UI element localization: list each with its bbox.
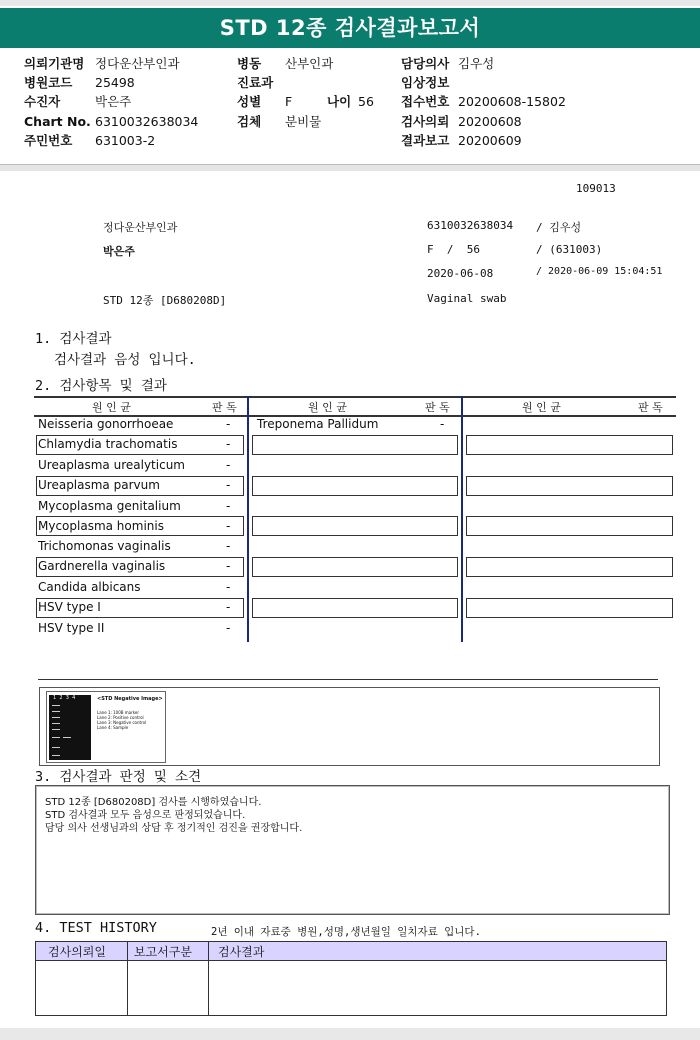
col-organism-1: 원 인 균 — [92, 401, 131, 414]
sheet-patient: 박은주 — [103, 245, 135, 258]
empty-cell — [466, 435, 673, 455]
header-request-date: 검사의뢰 20200608 — [401, 114, 522, 129]
history-col-report-type: 보고서구분 — [134, 945, 192, 959]
empty-cell — [466, 516, 673, 536]
header-sex: 성별 F 나이 56 — [237, 94, 374, 109]
organism-name: HSV type II — [38, 621, 105, 635]
gel-band — [52, 747, 60, 748]
test-history-table — [35, 941, 667, 1016]
report-header — [0, 48, 700, 165]
findings-box — [35, 785, 670, 915]
gel-caption-title: <STD Negative Image> — [97, 696, 163, 702]
history-col-result: 검사결과 — [218, 945, 265, 959]
header-report-date: 결과보고 20200609 — [401, 133, 522, 148]
gel-image — [46, 691, 166, 763]
section2-title: 2. 검사항목 및 결과 — [35, 378, 167, 394]
organism-result: - — [226, 580, 231, 594]
organism-result: - — [226, 559, 231, 573]
organism-result: - — [226, 600, 231, 614]
finding-line: STD 12종 [D680208D] 검사를 시행하였습니다. — [45, 797, 262, 808]
organism-name: Trichomonas vaginalis — [38, 539, 171, 553]
sheet-birth: / (631003) — [536, 243, 603, 256]
sheet-number: 109013 — [576, 182, 616, 195]
empty-cell — [252, 557, 458, 577]
organism-name: Chlamydia trachomatis — [38, 437, 178, 451]
empty-cell — [252, 598, 458, 618]
header-age-label: 나이 — [327, 94, 352, 109]
header-specimen: 검체 분비물 — [237, 114, 322, 129]
col-verdict-1: 판 독 — [212, 401, 237, 414]
gel-band — [52, 729, 60, 730]
organism-name: Mycoplasma genitalium — [38, 499, 181, 513]
bottom-strip — [0, 1028, 700, 1040]
gel-lane-numbers: 1 2 3 4 — [53, 695, 76, 701]
sheet-received: 2020-06-08 — [427, 267, 494, 280]
gel-band — [52, 717, 60, 718]
gel-caption-line: Lane 4: Sample — [97, 725, 129, 730]
sheet-sex-age: F / 56 — [427, 243, 480, 256]
organism-name: Gardnerella vaginalis — [38, 559, 166, 573]
col-verdict-3: 판 독 — [638, 401, 663, 414]
section4-title: 4. TEST HISTORY — [35, 920, 157, 936]
header-receipt-no: 접수번호 20200608-15802 — [401, 94, 566, 109]
header-hospital-code: 병원코드 25498 — [24, 75, 135, 90]
sheet-specimen: Vaginal swab — [427, 292, 507, 305]
organism-result: - — [440, 417, 445, 431]
empty-cell — [252, 435, 458, 455]
results-table-header — [34, 396, 676, 417]
section3-title: 3. 검사결과 판정 및 소견 — [35, 769, 202, 785]
organism-name: HSV type I — [38, 600, 101, 614]
organism-name: Ureaplasma parvum — [38, 478, 160, 492]
header-resident-no: 주민번호 631003-2 — [24, 133, 156, 148]
organism-result: - — [226, 621, 231, 635]
col-verdict-2: 판 독 — [425, 401, 450, 414]
header-hospital: 의뢰기관명 정다운산부인과 — [24, 56, 180, 71]
organism-result: - — [226, 417, 231, 431]
organism-result: - — [226, 458, 231, 472]
header-ward: 병동 산부인과 — [237, 56, 334, 71]
gel-image-panel — [39, 687, 660, 766]
empty-cell — [252, 476, 458, 496]
gel-caption-line: Lane 2: Positive control — [97, 715, 144, 720]
column-separator-1 — [247, 396, 249, 642]
col-organism-2: 원 인 균 — [308, 401, 347, 414]
header-doctor: 담당의사 김우성 — [401, 56, 495, 71]
header-department: 진료과 — [237, 75, 274, 90]
empty-cell — [252, 516, 458, 536]
gel-lanes — [49, 695, 91, 760]
history-col-request-date: 검사의뢰일 — [48, 945, 106, 959]
sheet-test-code: STD 12종 [D680208D] — [103, 294, 227, 307]
empty-cell — [466, 476, 673, 496]
gel-band — [52, 723, 60, 724]
history-col-separator — [208, 942, 209, 1015]
gel-caption-line: Lane 3: Negative control — [97, 720, 147, 725]
top-strip — [0, 0, 700, 6]
finding-line: STD 검사결과 모두 음성으로 판정되었습니다. — [45, 810, 246, 821]
organism-name: Candida albicans — [38, 580, 141, 594]
organism-result: - — [226, 437, 231, 451]
gel-band — [52, 737, 60, 738]
sheet-doctor: / 김우성 — [536, 221, 582, 234]
col-organism-3: 원 인 균 — [522, 401, 561, 414]
organism-name: Treponema Pallidum — [257, 417, 379, 431]
header-clinical-info: 임상정보 — [401, 75, 450, 90]
history-note: 2년 이내 자료중 병원,성명,생년월일 일치자료 입니다. — [211, 926, 481, 938]
sheet-chart-no: 6310032638034 — [427, 219, 514, 232]
organism-name: Neisseria gonorrhoeae — [38, 417, 174, 431]
sheet-hospital: 정다운산부인과 — [103, 221, 178, 234]
gel-caption-line: Lane 1: 100B marker — [97, 710, 140, 715]
section1-title: 1. 검사결과 — [35, 331, 112, 347]
gel-band — [52, 755, 60, 756]
empty-cell — [466, 598, 673, 618]
organism-result: - — [226, 539, 231, 553]
finding-line: 담당 의사 선생님과의 상담 후 정기적인 검진을 권장합니다. — [45, 823, 303, 834]
organism-name: Mycoplasma hominis — [38, 519, 164, 533]
divider-line — [38, 679, 658, 680]
section-divider — [0, 165, 700, 171]
history-table-header — [36, 942, 666, 961]
gel-band — [52, 705, 60, 706]
report-title: STD 12종 검사결과보고서 — [0, 8, 700, 48]
header-age-value: 56 — [358, 94, 374, 109]
header-patient: 수진자 박은주 — [24, 94, 132, 109]
organism-name: Ureaplasma urealyticum — [38, 458, 185, 472]
gel-band — [52, 711, 60, 712]
gel-band — [63, 737, 71, 738]
sheet-reported: / 2020-06-09 15:04:51 — [536, 266, 663, 277]
empty-cell — [466, 557, 673, 577]
organism-result: - — [226, 478, 231, 492]
organism-result: - — [226, 499, 231, 513]
column-separator-2 — [461, 396, 463, 642]
history-col-separator — [127, 942, 128, 1015]
organism-result: - — [226, 519, 231, 533]
section1-result: 검사결과 음성 입니다. — [54, 352, 196, 368]
header-chart-no: Chart No. 6310032638034 — [24, 114, 199, 129]
